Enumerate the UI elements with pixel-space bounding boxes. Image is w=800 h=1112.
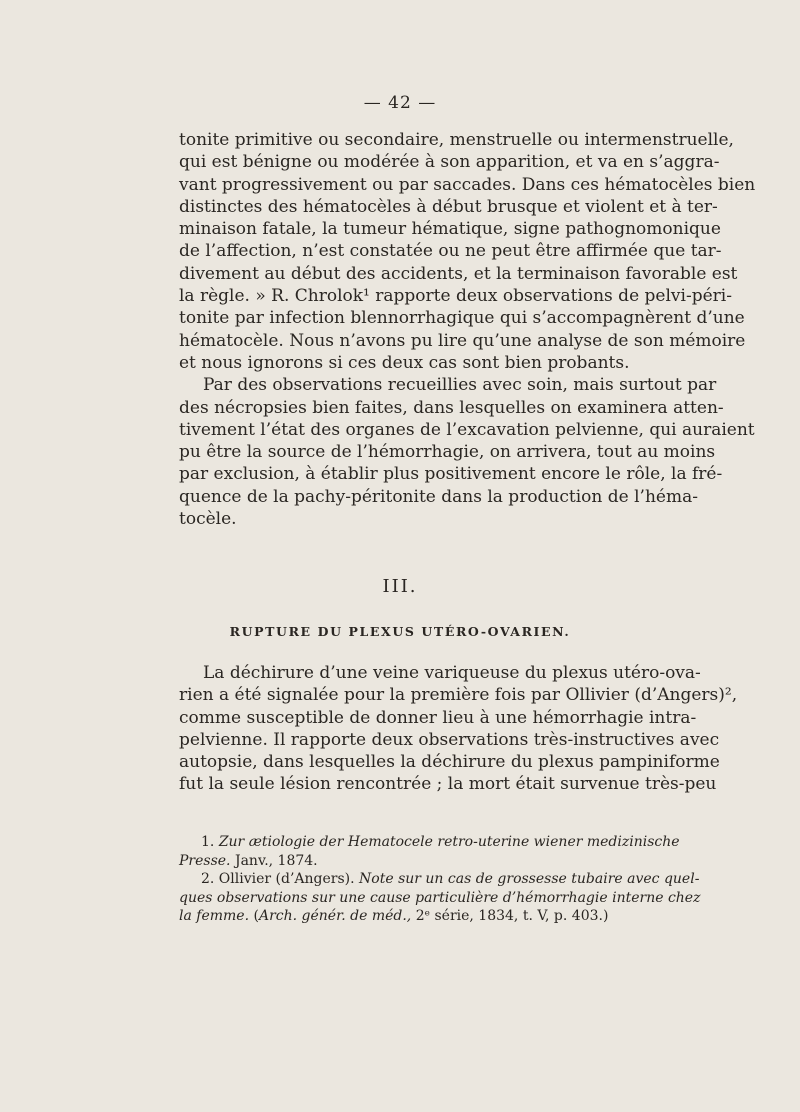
text-line: distinctes des hématocèles à début brusque et violent et à ter- [179,196,718,217]
footnote-marker: 2. [201,871,215,888]
footnote-2-line [179,889,701,908]
text-line: par exclusion, à établir plus positivement encore le rôle, la fré- [179,464,723,485]
text-line: fut la seule lésion rencontrée ; la mort était survenue très-peu [179,774,717,795]
text-line: pu être la source de l’hémorrhagie, on arrivera, tout au moins [179,442,716,463]
footnote-1-line [179,833,680,852]
text-line: tonite par infection blennorrhagique qui s’accompagnèrent d’une [179,308,745,329]
footnote-citation: Note sur un cas de grossesse tubaire avec quel- [359,871,700,888]
text-line: tocèle. [179,509,237,530]
footnote-details: 2ᵉ série, 1834, t. V, p. 403.) [411,908,609,925]
text-line: quence de la pachy-péritonite dans la production de l’héma- [179,486,698,507]
section-number: III. [382,576,418,597]
text-line: de l’affection, n’est constatée ou ne peut être affirmée que tar- [179,241,722,262]
footnote-journal: Arch. génér. de méd., [258,908,412,925]
footnote-2-line [179,870,700,889]
text-line: qui est bénigne ou modérée à son apparition, et va en s’aggra- [179,152,720,173]
footnote-citation: Presse. [179,852,231,869]
footnote-marker: 1. [201,834,215,850]
text-line: et nous ignorons si ces deux cas sont bien probants. [179,352,630,373]
footnote-2-line [179,907,671,926]
text-line: divement au début des accidents, et la terminaison favorable est [179,263,738,284]
body-text-top [179,129,756,530]
body-text-bottom [179,662,738,796]
text-line: rien a été signalée pour la première fois par Ollivier (d’Angers)², [179,685,738,706]
text-line: Par des observations recueillies avec soin, mais surtout par [203,375,717,396]
footnotes [179,833,701,926]
text-line: autopsie, dans lesquelles la déchirure du plexus pampiniforme [179,752,720,773]
text-line: vant progressivement ou par saccades. Dans ces hématocèles bien [179,174,756,195]
text-line: tivement l’état des organes de l’excavation pelvienne, qui auraient [179,419,755,440]
text-line: minaison fatale, la tumeur hématique, signe pathognomonique [179,219,721,240]
text-line: hématocèle. Nous n’avons pu lire qu’une analyse de son mémoire [179,330,746,351]
text-line: comme susceptible de donner lieu à une hémorrhagie intra- [179,707,697,728]
footnote-paren: ( [249,908,259,925]
section-title: RUPTURE DU PLEXUS UTÉRO-OVARIEN. [229,624,571,639]
footnote-citation: Zur ætiologie der Hematocele retro-uterine wiener medizinische [218,834,680,850]
text-line: La déchirure d’une veine variqueuse du plexus utéro-ova- [203,663,701,683]
page-number: — 42 — [363,93,437,113]
footnote-citation: ques observations sur une cause particulière d’hémorrhagie interne chez [179,889,701,906]
text-line: pelvienne. Il rapporte deux observations très-instructives avec [179,729,720,750]
text-line: tonite primitive ou secondaire, menstruelle ou intermenstruelle, [179,130,734,150]
footnote-1-line [179,852,671,871]
text-line: la règle. » R. Chrolok¹ rapporte deux observations de pelvi-péri- [179,286,732,307]
footnote-citation: la femme. [179,908,250,925]
text-line: des nécropsies bien faites, dans lesquelles on examinera atten- [179,397,724,418]
footnote-author: Ollivier (d’Angers). [214,871,360,888]
footnote-date: Janv., 1874. [230,852,318,869]
